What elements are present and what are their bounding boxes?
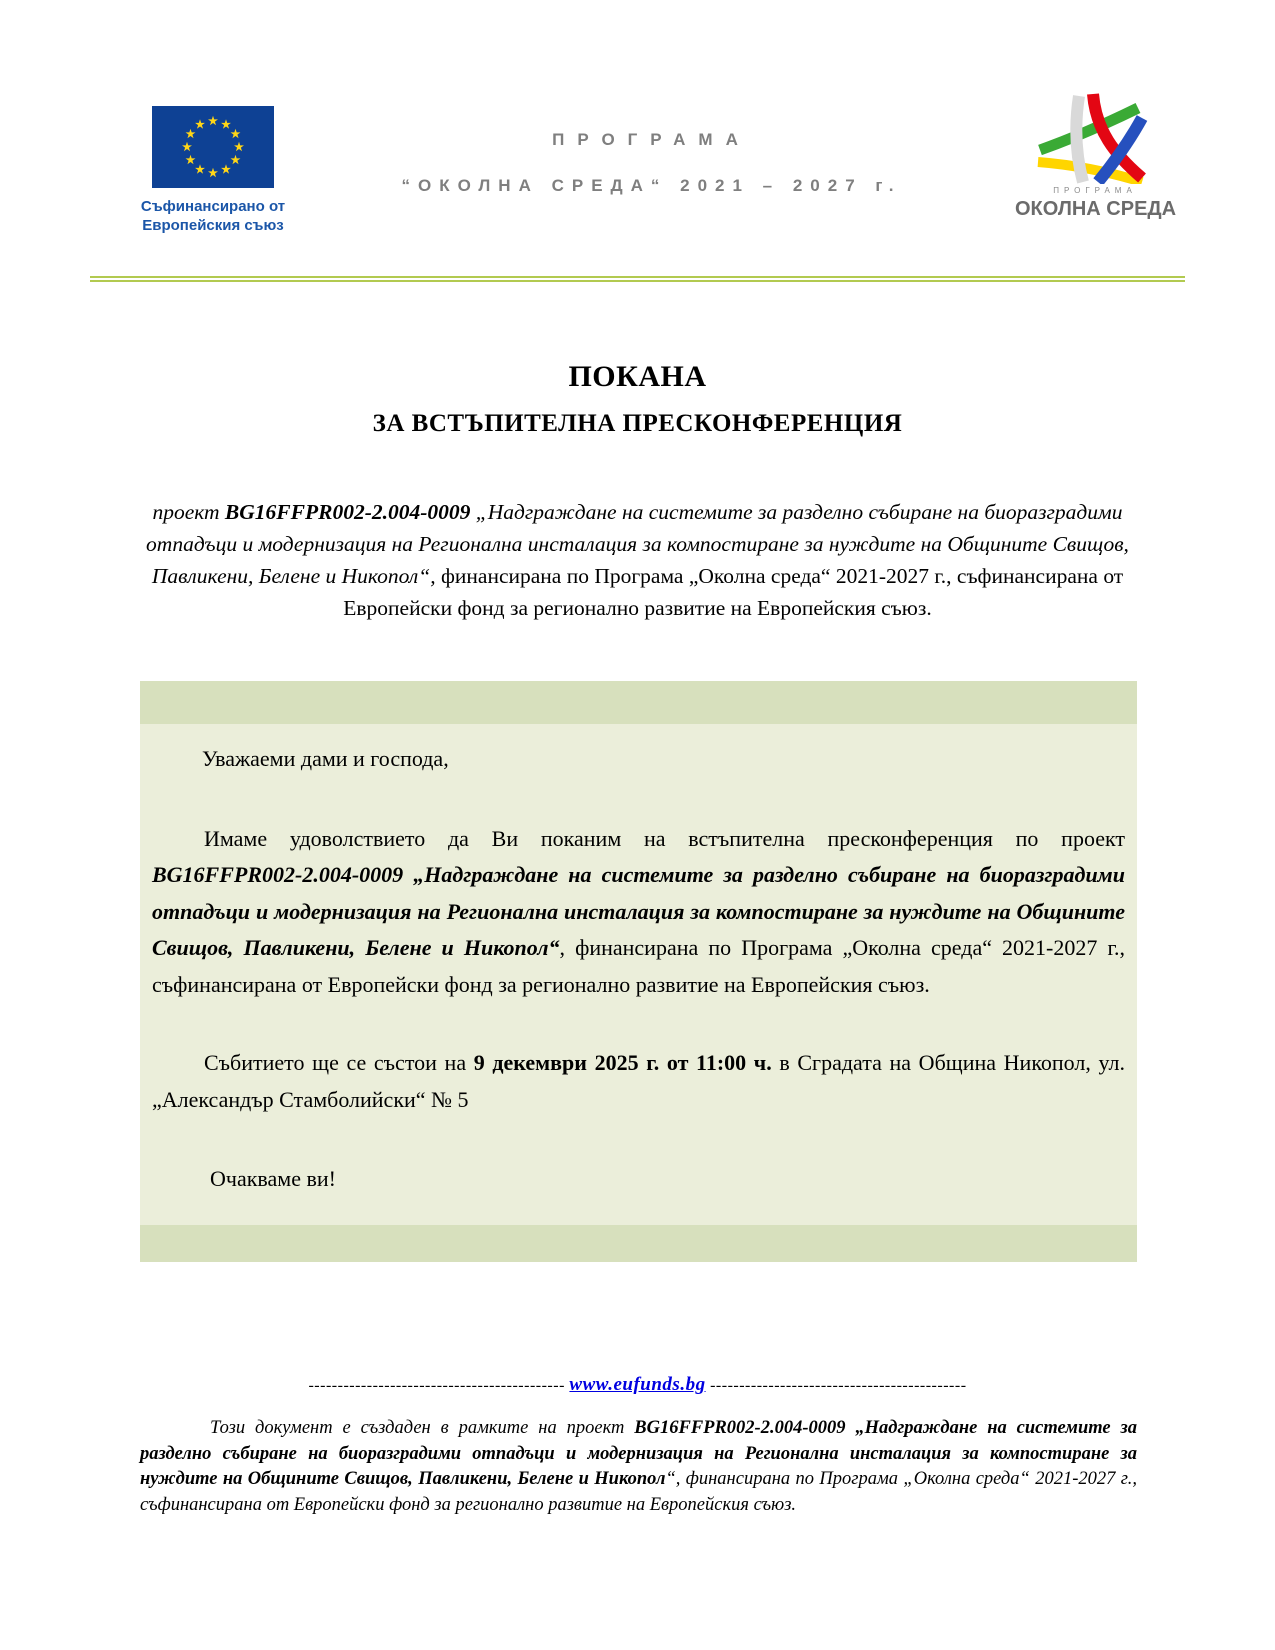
document-footnote bbox=[140, 1416, 1137, 1518]
event-location: в Сградата на Община Никопол, ул. „Александър Стамболийски“ № 5 bbox=[152, 1050, 1126, 1112]
intro-project-code: BG16FFPR002-2.004-0009 bbox=[224, 499, 471, 524]
footnote-tail: “, финансирана по Програма „Околна среда“ 2021-2027 г., съфинансирана от Европейски фонд за регионално развитие на Европейския съюз. bbox=[140, 1469, 1137, 1515]
invitation-project: BG16FFPR002-2.004-0009 „Надграждане на системите за разделно събиране на биоразградими отпадъци и модернизация на Регионална инсталация за компостиране за нуждите на Общините Свищов, Павликени, Белене и Никопол“ bbox=[152, 862, 1125, 961]
event-datetime: 9 декември 2025 г. от 11:00 ч. bbox=[473, 1050, 772, 1076]
header-divider bbox=[90, 276, 1185, 282]
logo-small-label: ПРОГРАМА bbox=[1053, 186, 1137, 195]
event-lead: Събитието ще се състои на bbox=[204, 1050, 474, 1076]
box-top-band bbox=[140, 681, 1137, 724]
eu-caption-line2: Европейския съюз bbox=[142, 216, 284, 234]
box-body bbox=[140, 724, 1137, 1226]
invitation-lead: Имаме удоволствието да Ви поканим на встъпителна пресконференция по проект bbox=[204, 825, 1125, 851]
document-header bbox=[0, 0, 1275, 236]
eu-flag-icon bbox=[138, 106, 288, 188]
invitation-paragraph bbox=[152, 821, 1125, 1004]
invitation-tail: , финансирана по Програма „Околна среда“ 2021-2027 г., съфинансирана от Европейски фонд за регионално развитие на Европейския съюз. bbox=[152, 935, 1126, 997]
box-bottom-band bbox=[140, 1225, 1137, 1262]
environment-programme-ribbons-icon bbox=[1015, 92, 1175, 184]
salutation: Уважаеми дами и господа, bbox=[202, 745, 449, 771]
logo-big-label: ОКОЛНА СРЕДА bbox=[1015, 198, 1177, 220]
eufunds-link-line bbox=[0, 1374, 1275, 1396]
programme-heading-line2: “ОКОЛНА СРЕДА“ 2021 – 2027 г. bbox=[401, 176, 902, 195]
separator-dashes-left: -------------------------------------------- bbox=[308, 1377, 570, 1395]
footnote-project: BG16FFPR002-2.004-0009 „Надграждане на системите за разделно събиране на биоразградими отпадъци и модернизация на Регионална инсталация за компостиране за нуждите на Общините Свищов, Павликени, Белене и Никопол bbox=[140, 1418, 1137, 1490]
intro-lead: проект bbox=[152, 499, 225, 524]
closing-line: Очакваме ви! bbox=[210, 1166, 336, 1192]
title-line2: ЗА ВСТЪПИТЕЛНА ПРЕСКОНФЕРЕНЦИЯ bbox=[372, 409, 903, 437]
intro-tail: финансирана по Програма „Околна среда“ 2021-2027 г., съфинансирана от Европейски фонд за регионално развитие на Европейския съюз. bbox=[343, 564, 1124, 621]
eu-cofinancing-block bbox=[138, 92, 288, 236]
footnote-lead: Този документ е създаден в рамките на проект bbox=[210, 1418, 635, 1439]
intro-project-name: „Надграждане на системите за разделно събиране на биоразградими отпадъци и модернизация на Регионална инсталация за компостиране за нуждите на Общините Свищов, Павликени, Белене и Никопол“, bbox=[146, 499, 1129, 588]
separator-dashes-right: -------------------------------------------- bbox=[705, 1377, 967, 1395]
invitation-body-box bbox=[140, 681, 1137, 1263]
invitation-title bbox=[0, 360, 1275, 438]
environment-programme-logo bbox=[1015, 92, 1175, 221]
programme-heading-line1: ПРОГРАМА bbox=[552, 130, 751, 149]
eu-caption-line1: Съфинансирано от bbox=[140, 198, 286, 215]
eufunds-link[interactable]: www.eufunds.bg bbox=[569, 1374, 706, 1396]
programme-heading bbox=[288, 130, 1015, 196]
event-details-paragraph bbox=[152, 1045, 1125, 1118]
project-intro-paragraph bbox=[138, 496, 1138, 625]
title-line1: ПОКАНА bbox=[568, 359, 707, 393]
